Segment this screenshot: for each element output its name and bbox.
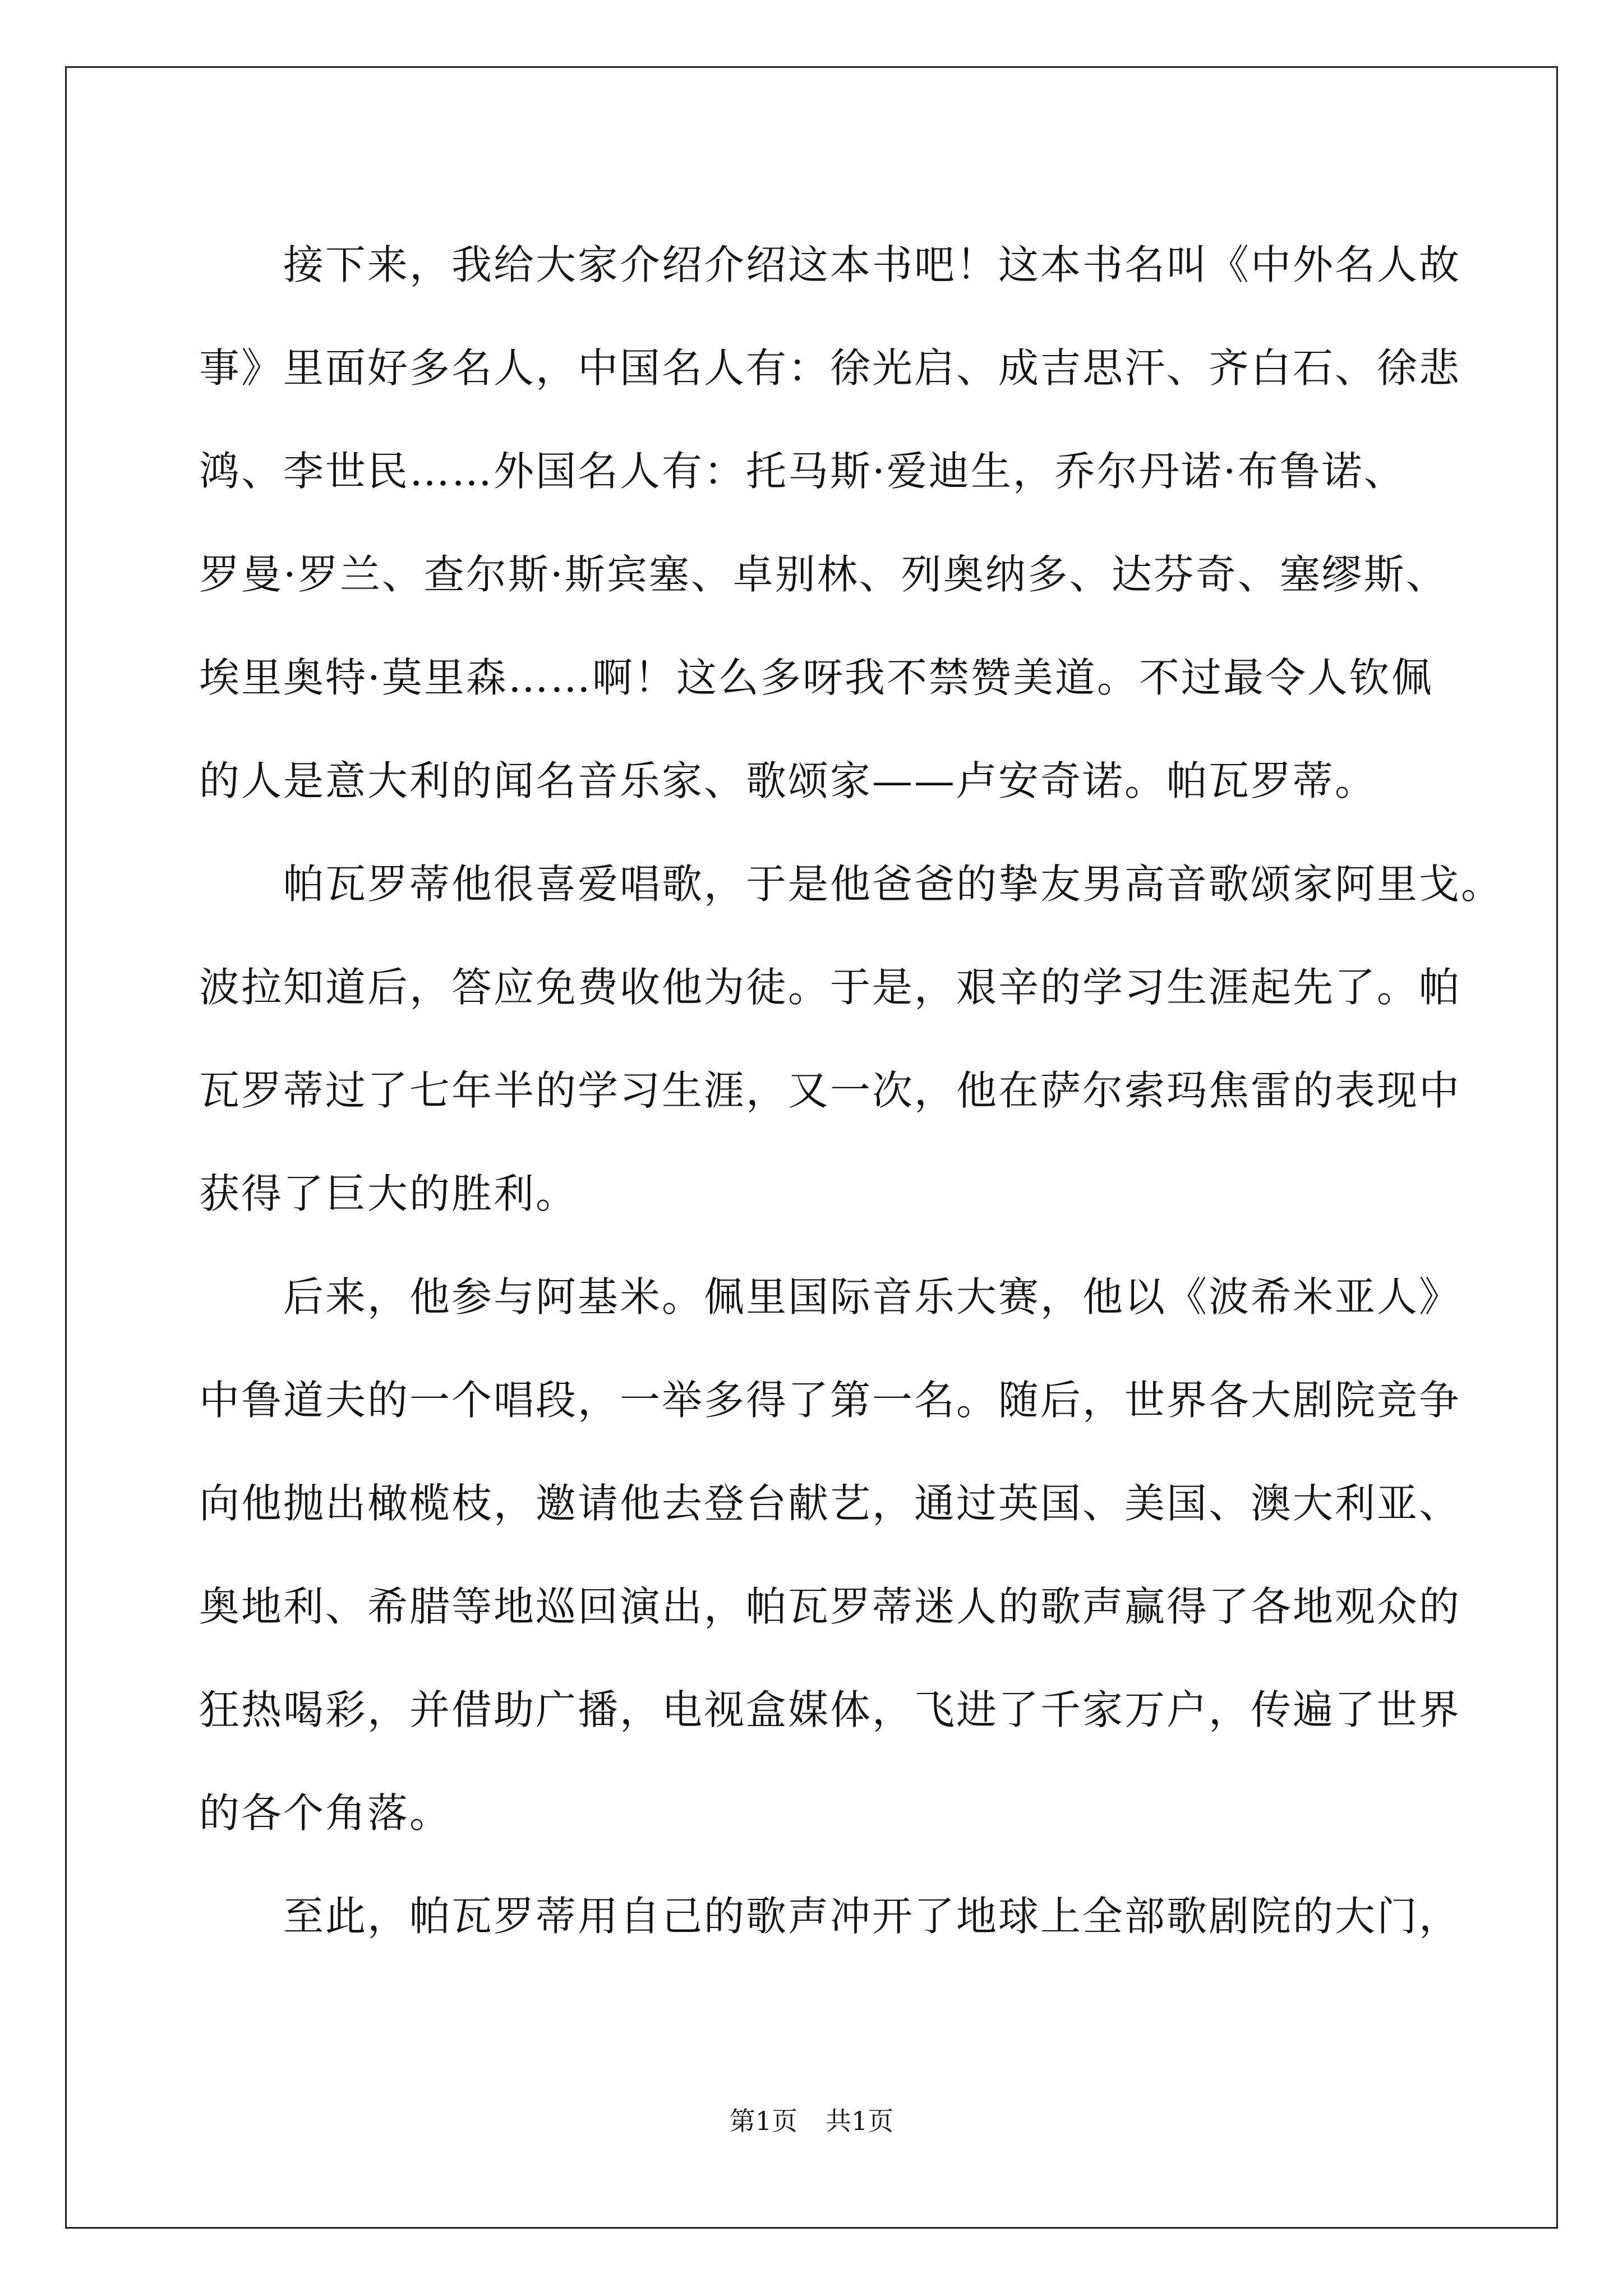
text-line: 帕瓦罗蒂他很喜爱唱歌，于是他爸爸的挚友男高音歌颂家阿里戈。 — [283, 861, 1504, 908]
text-line: 罗曼·罗兰、查尔斯·斯宾塞、卓别林、列奥纳多、达芬奇、塞缪斯、 — [199, 551, 1448, 598]
document-body — [199, 213, 1504, 1968]
text-line: 接下来，我给大家介绍介绍这本书吧！这本书名叫《中外名人故 — [283, 241, 1461, 288]
text-line: 狂热喝彩，并借助广播，电视盒媒体，飞进了千家万户，传遍了世界 — [199, 1686, 1461, 1733]
text-line: 向他抛出橄榄枝，邀请他去登台献艺，通过英国、美国、澳大利亚、 — [199, 1480, 1461, 1527]
text-line: 至此，帕瓦罗蒂用自己的歌声冲开了地球上全部歌剧院的大门， — [283, 1893, 1461, 1940]
text-line: 获得了巨大的胜利。 — [199, 1170, 578, 1217]
text-line: 鸿、李世民……外国名人有：托马斯·爱迪生，乔尔丹诺·布鲁诺、 — [199, 448, 1406, 495]
text-line: 后来，他参与阿基米。佩里国际音乐大赛，他以《波希米亚人》 — [283, 1273, 1461, 1320]
text-line: 奥地利、希腊等地巡回演出，帕瓦罗蒂迷人的歌声赢得了各地观众的 — [199, 1583, 1461, 1630]
page-number: 第1页 — [729, 2106, 797, 2136]
text-line: 的各个角落。 — [199, 1789, 452, 1837]
text-line: 中鲁道夫的一个唱段，一举多得了第一名。随后，世界各大剧院竞争 — [199, 1377, 1461, 1424]
text-line: 波拉知道后，答应免费收他为徒。于是，艰辛的学习生涯起先了。帕 — [199, 964, 1461, 1011]
text-line: 埃里奥特·莫里森……啊！这么多呀我不禁赞美道。不过最令人钦佩 — [199, 654, 1433, 701]
page-total: 共1页 — [826, 2106, 894, 2136]
text-line: 瓦罗蒂过了七年半的学习生涯，又一次，他在萨尔索玛焦雷的表现中 — [199, 1067, 1461, 1114]
page-footer — [0, 2101, 1623, 2138]
text-line: 事》里面好多名人，中国名人有：徐光启、成吉思汗、齐白石、徐悲 — [199, 344, 1461, 392]
text-line: 的人是意大利的闻名音乐家、歌颂家——卢安奇诺。帕瓦罗蒂。 — [199, 757, 1377, 804]
